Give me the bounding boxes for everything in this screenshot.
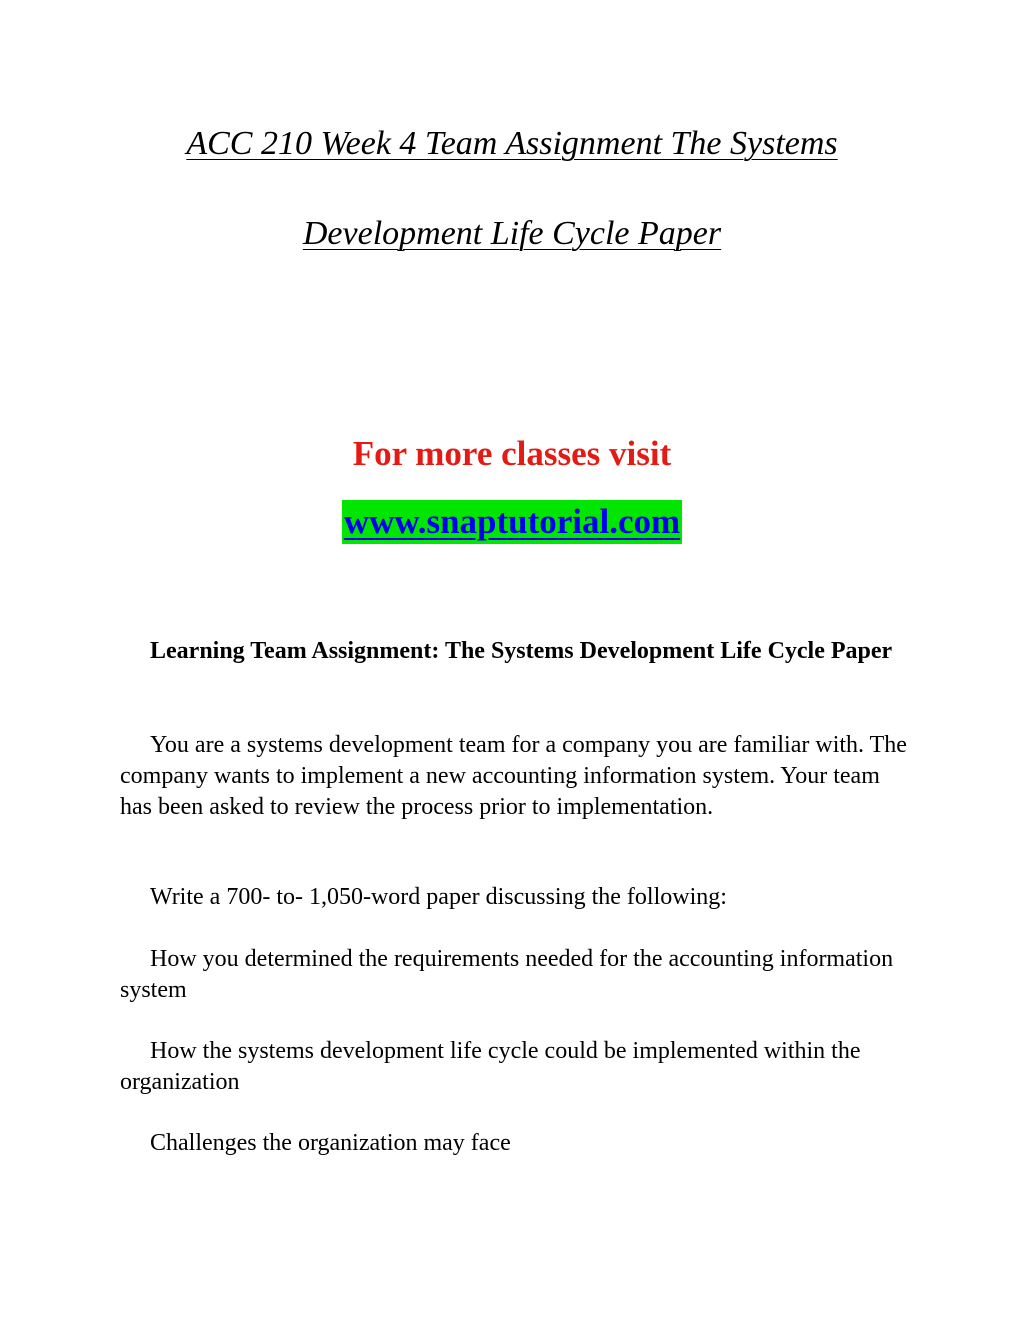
paragraph-text: How you determined the requirements needed for the accounting information system — [120, 946, 894, 1003]
document-title-line-1: ACC 210 Week 4 Team Assignment The Systems — [186, 125, 838, 162]
document-title-line-2: Development Life Cycle Paper — [302, 215, 722, 252]
paragraph-text: You are a systems development team for a company you are familiar with. The company wants to implement a new accounting information system. Your team has been asked to review the process prior to implementation. — [120, 732, 907, 820]
paragraph-challenges — [120, 1128, 910, 1159]
assignment-heading — [120, 636, 910, 667]
paragraph-text: How the systems development life cycle could be implemented within the organization — [120, 1038, 861, 1095]
paragraph-requirements — [120, 944, 910, 1006]
paragraph-intro — [120, 730, 910, 823]
promo-link[interactable]: www.snaptutorial.com — [342, 500, 682, 544]
paragraph-text: Challenges the organization may face — [150, 1130, 511, 1156]
promo-text: For more classes visit — [352, 434, 672, 473]
paragraph-text: Write a 700- to- 1,050-word paper discussing the following: — [150, 884, 727, 910]
paragraph-instructions — [120, 882, 910, 913]
paragraph-sdlc — [120, 1036, 910, 1098]
assignment-heading-text: Learning Team Assignment: The Systems Development Life Cycle Paper — [150, 638, 893, 664]
promo-link-container — [0, 500, 1024, 544]
